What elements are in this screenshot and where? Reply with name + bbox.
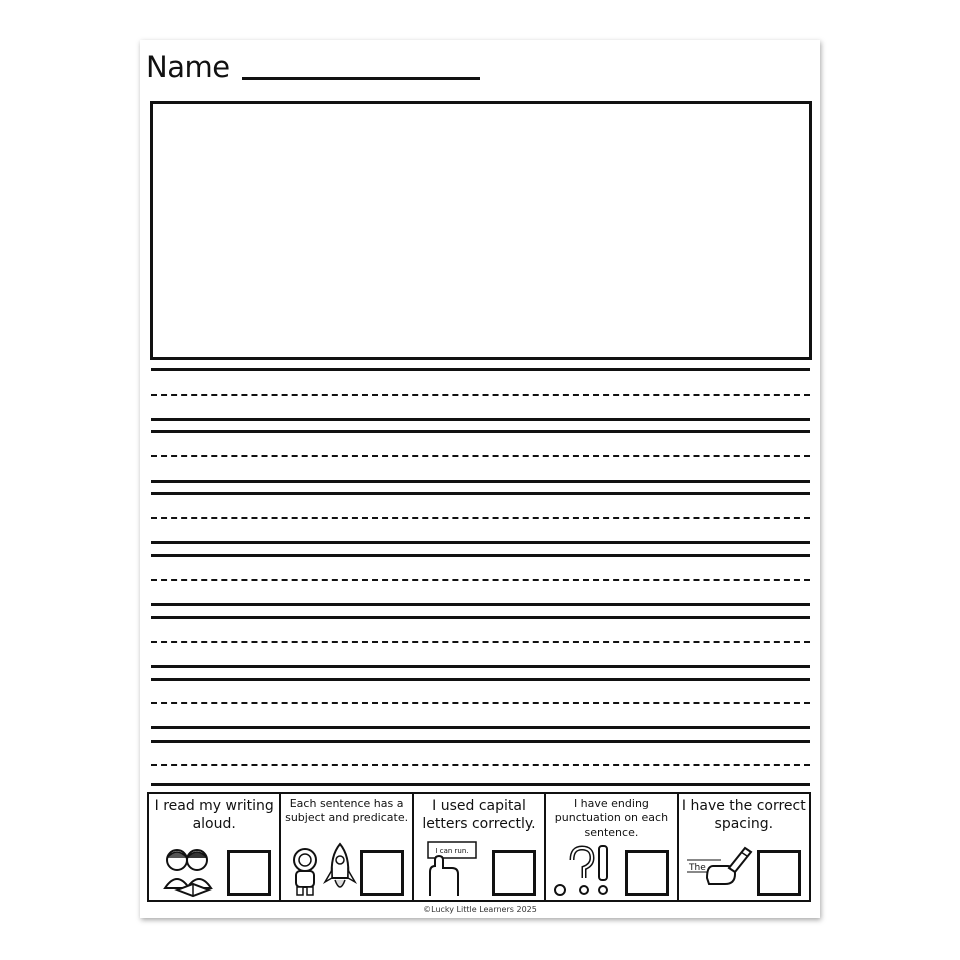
- sign-text: I can run.: [435, 847, 469, 855]
- punctuation-marks-icon: [550, 838, 630, 898]
- checklist-text: I used capital letters correctly.: [422, 798, 536, 833]
- checklist-checkbox[interactable]: [757, 850, 801, 896]
- writing-line-bottom: [151, 783, 810, 786]
- hand-writing-icon: [683, 838, 763, 898]
- writing-line-bottom: [151, 418, 810, 421]
- checklist-checkbox[interactable]: [492, 850, 536, 896]
- writing-line-top: [151, 554, 810, 557]
- checklist-text: I have the correct spacing.: [681, 798, 806, 833]
- writing-line-top: [151, 616, 810, 619]
- spacing-word: The: [688, 863, 706, 873]
- writing-line-mid: [151, 579, 810, 581]
- worksheet-page: [140, 40, 820, 918]
- checklist-checkbox[interactable]: [360, 850, 404, 896]
- astronaut-rocket-icon: [285, 838, 365, 898]
- writing-line-mid: [151, 455, 810, 457]
- writing-line-bottom: [151, 541, 810, 544]
- name-row: [146, 44, 480, 84]
- name-field[interactable]: [242, 77, 480, 80]
- writing-line-mid: [151, 764, 810, 766]
- checklist-text: I read my writing aloud.: [154, 798, 274, 833]
- writing-line-bottom: [151, 603, 810, 606]
- self-check-checklist: [147, 792, 811, 902]
- writing-line-bottom: [151, 665, 810, 668]
- kids-reading-icon: [153, 838, 233, 898]
- writing-line-mid: [151, 394, 810, 396]
- checklist-item-read-aloud: [149, 794, 281, 900]
- checklist-item-spacing: [679, 794, 809, 900]
- writing-line-mid: [151, 641, 810, 643]
- name-label: Name: [146, 50, 230, 84]
- writing-line-bottom: [151, 480, 810, 483]
- writing-line-bottom: [151, 726, 810, 729]
- writing-line-top: [151, 678, 810, 681]
- writing-line-top: [151, 740, 810, 743]
- checklist-checkbox[interactable]: [227, 850, 271, 896]
- writing-line-mid: [151, 702, 810, 704]
- checklist-text: I have ending punctuation on each sentence.: [554, 797, 669, 839]
- hand-sign-icon: [418, 838, 498, 898]
- copyright-footer: ©Lucky Little Learners 2025: [423, 905, 537, 914]
- writing-line-mid: [151, 517, 810, 519]
- checklist-item-punctuation: [546, 794, 678, 900]
- checklist-item-capital-letters: [414, 794, 546, 900]
- writing-line-top: [151, 492, 810, 495]
- checklist-checkbox[interactable]: [625, 850, 669, 896]
- checklist-item-subject-predicate: [281, 794, 413, 900]
- checklist-text: Each sentence has a subject and predicate.: [285, 797, 409, 825]
- writing-line-top: [151, 368, 810, 371]
- drawing-box[interactable]: [150, 101, 812, 360]
- writing-line-top: [151, 430, 810, 433]
